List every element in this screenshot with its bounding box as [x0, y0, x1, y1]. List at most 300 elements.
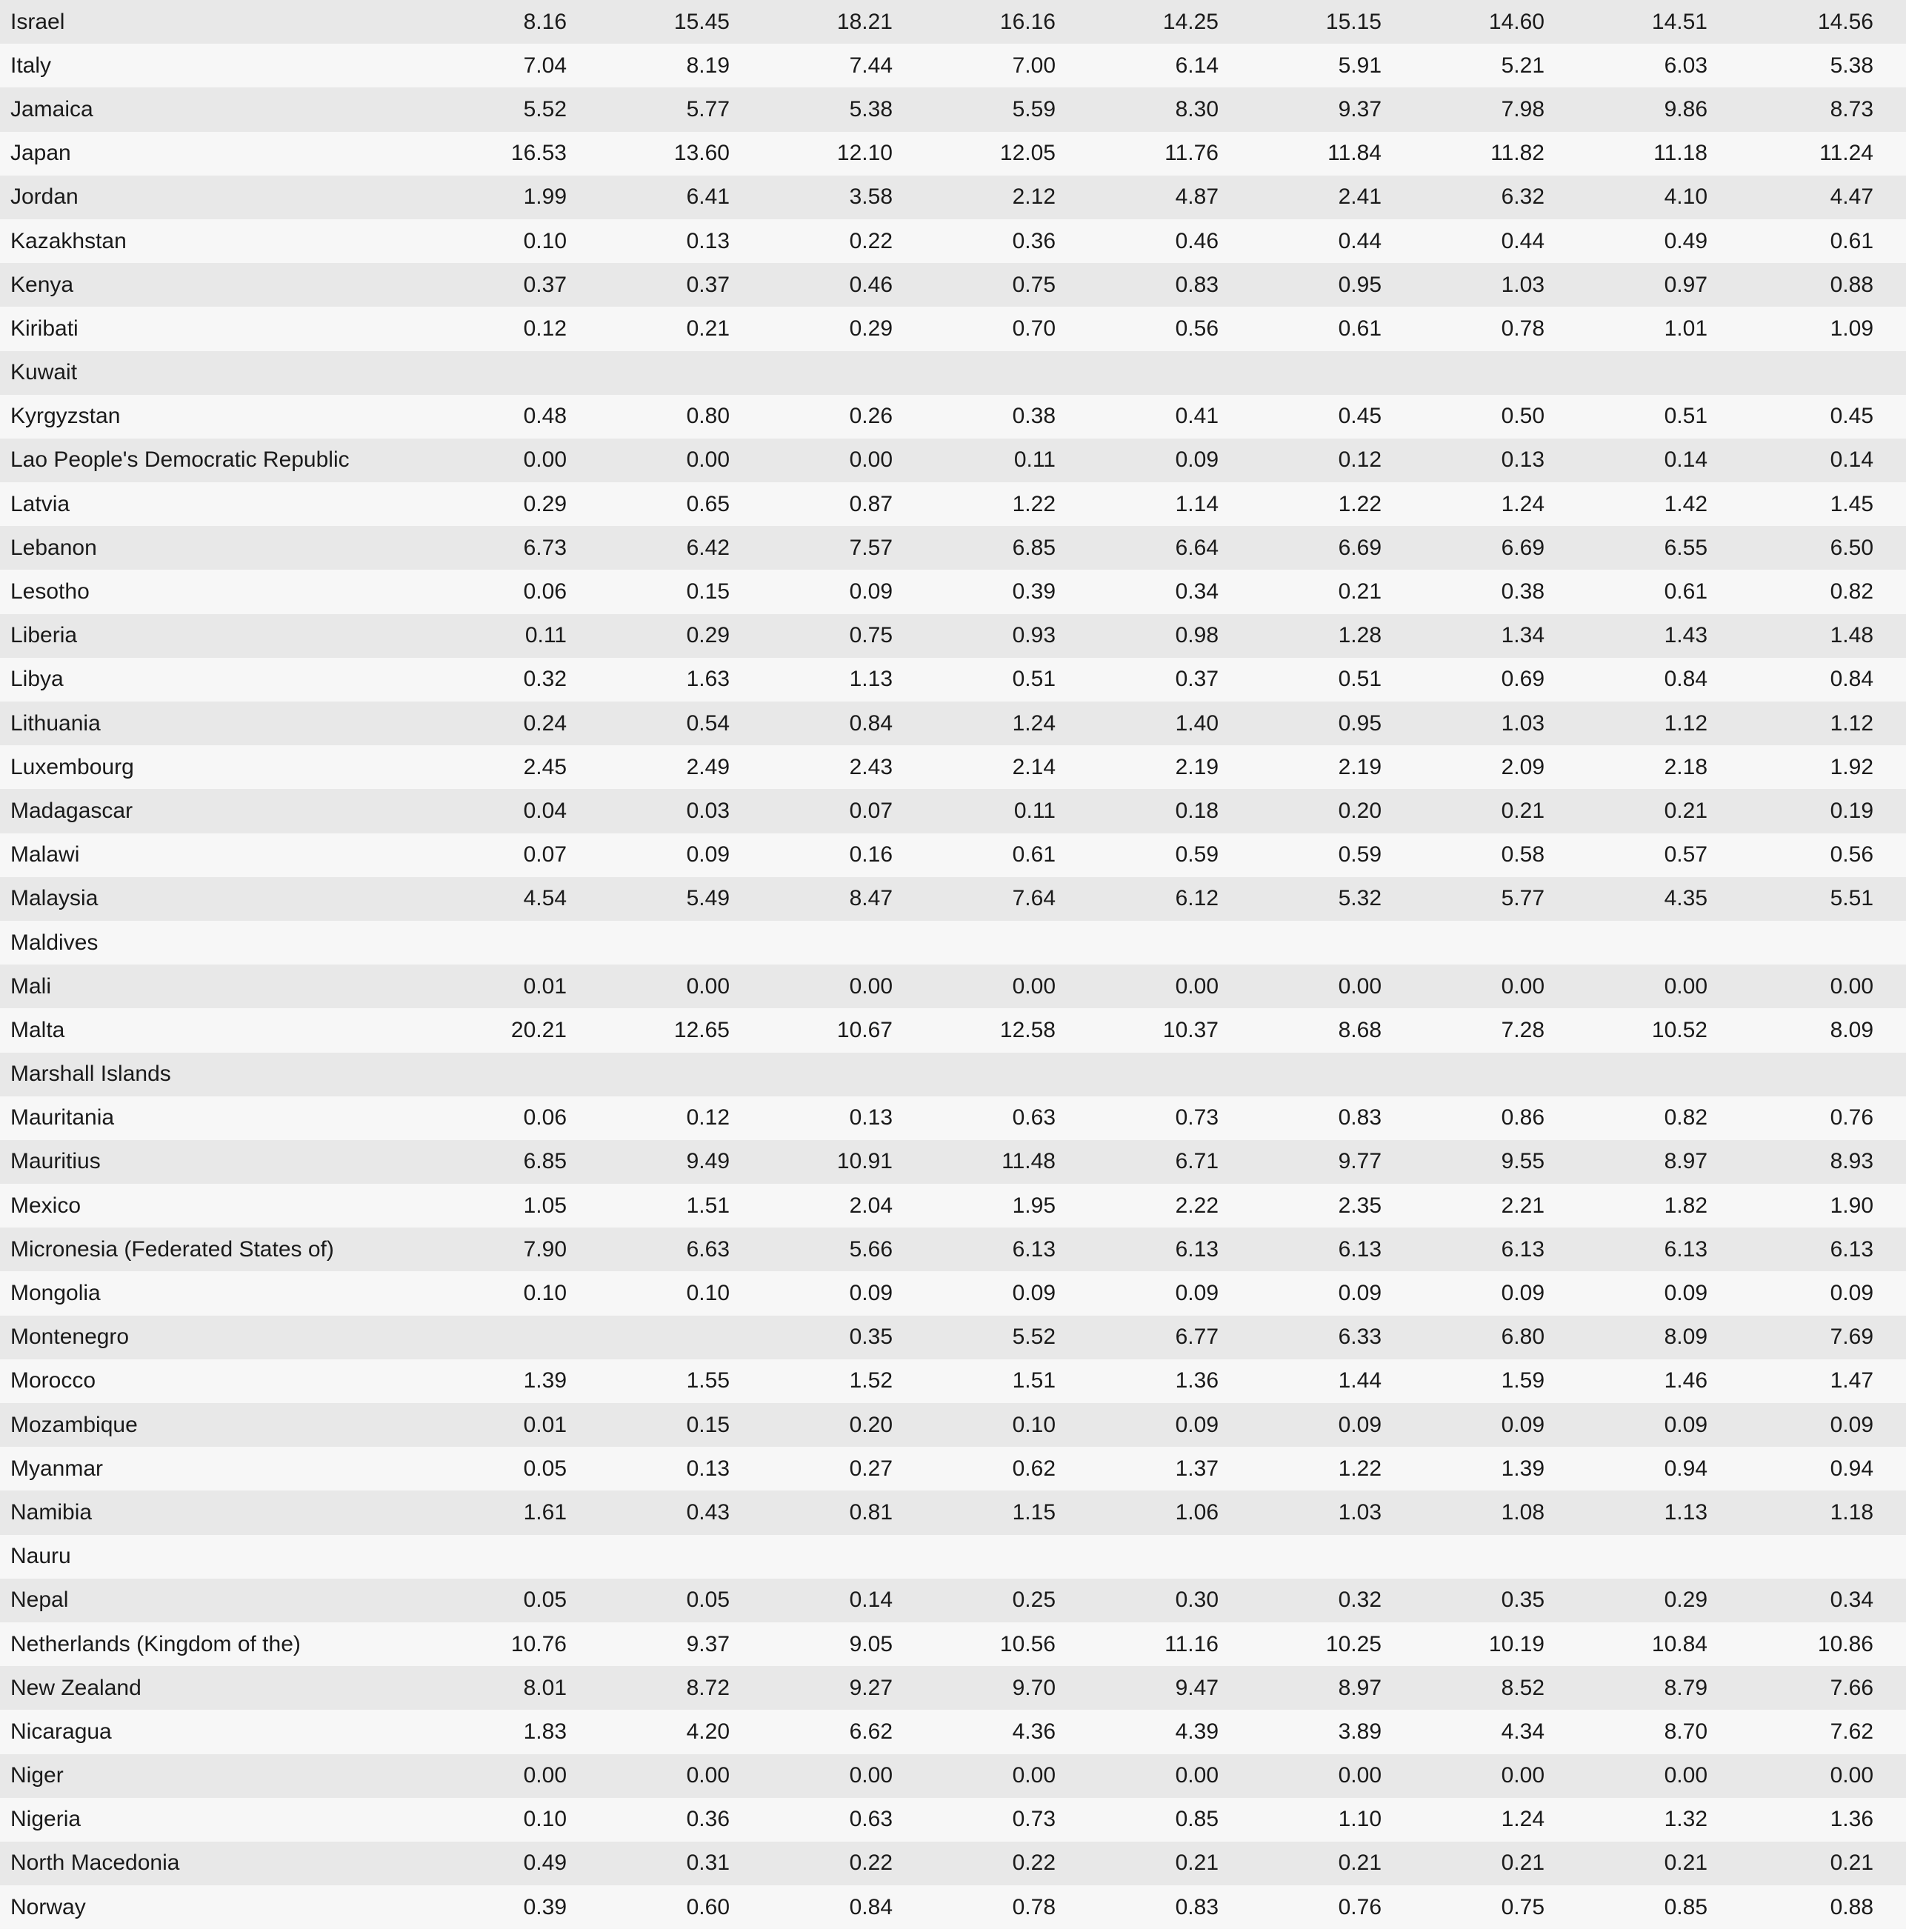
value-cell: 0.09: [1012, 1281, 1056, 1306]
value-cell: 0.00: [1830, 1763, 1873, 1788]
country-name-cell: Netherlands (Kingdom of the): [10, 1631, 301, 1656]
value-cell: 0.60: [686, 1894, 730, 1919]
value-cell: 1.01: [1664, 316, 1707, 341]
value-cell: 0.85: [1175, 1807, 1219, 1832]
value-cell: 0.10: [686, 1281, 730, 1306]
value-cell: 7.28: [1501, 1017, 1545, 1042]
value-cell: [1739, 351, 1906, 395]
value-cell: 4.39: [1175, 1719, 1219, 1744]
value-cell: 0.18: [1175, 798, 1219, 823]
value-cell: 9.77: [1338, 1149, 1382, 1174]
value-cell: 1.39: [1501, 1456, 1545, 1481]
value-cell: 0.61: [1338, 316, 1382, 341]
table-row: [0, 1403, 1906, 1447]
value-cell: 0.00: [686, 447, 730, 473]
value-cell: 8.16: [523, 9, 567, 34]
value-cell: 2.41: [1338, 184, 1382, 210]
value-cell: 0.83: [1175, 1894, 1219, 1919]
value-cell: 0.09: [1664, 1281, 1707, 1306]
value-cell: 8.93: [1830, 1149, 1873, 1174]
value-cell: 0.75: [1501, 1894, 1545, 1919]
value-cell: 0.73: [1012, 1807, 1056, 1832]
value-cell: 4.36: [1012, 1719, 1056, 1744]
country-name-cell: Mozambique: [10, 1412, 138, 1437]
value-cell: 5.38: [1830, 53, 1873, 78]
value-cell: 0.45: [1338, 404, 1382, 429]
value-cell: 0.76: [1830, 1105, 1873, 1130]
value-cell: 0.61: [1012, 842, 1056, 867]
value-cell: 0.70: [1012, 316, 1056, 341]
value-cell: 0.56: [1830, 842, 1873, 867]
value-cell: 10.84: [1651, 1631, 1707, 1656]
value-cell: 0.00: [1664, 1763, 1707, 1788]
value-cell: 0.78: [1012, 1894, 1056, 1919]
value-cell: 1.37: [1175, 1456, 1219, 1481]
value-cell: 14.60: [1488, 9, 1545, 34]
table-row: [0, 1666, 1906, 1710]
table-row: [0, 219, 1906, 263]
value-cell: [1087, 1535, 1250, 1579]
value-cell: 0.35: [849, 1325, 893, 1350]
value-cell: 0.01: [523, 973, 567, 999]
value-cell: 5.77: [1501, 886, 1545, 911]
country-name-cell: Mauritania: [10, 1105, 115, 1130]
value-cell: 6.13: [1175, 1236, 1219, 1262]
table-row: [0, 570, 1906, 613]
value-cell: 0.81: [849, 1499, 893, 1525]
value-cell: 0.95: [1338, 272, 1382, 297]
country-name-cell: Liberia: [10, 623, 78, 648]
value-cell: 0.13: [1501, 447, 1545, 473]
value-cell: 0.14: [1664, 447, 1707, 473]
value-cell: 1.15: [1012, 1499, 1056, 1525]
value-cell: 1.92: [1830, 754, 1873, 779]
value-cell: 10.86: [1817, 1631, 1873, 1656]
value-cell: 1.46: [1664, 1368, 1707, 1393]
table-row: [0, 789, 1906, 833]
value-cell: 0.57: [1664, 842, 1707, 867]
country-name-cell: Montenegro: [10, 1325, 130, 1350]
value-cell: 0.97: [1664, 272, 1707, 297]
value-cell: 1.28: [1338, 623, 1382, 648]
country-name-cell: Mexico: [10, 1193, 81, 1218]
value-cell: 0.27: [849, 1456, 893, 1481]
value-cell: 1.14: [1175, 491, 1219, 516]
value-cell: 0.32: [523, 667, 567, 692]
value-cell: 8.30: [1175, 96, 1219, 121]
value-cell: 6.13: [1501, 1236, 1545, 1262]
value-cell: 7.00: [1012, 53, 1056, 78]
country-name-cell: Mali: [10, 973, 52, 999]
value-cell: 0.16: [849, 842, 893, 867]
value-cell: 1.06: [1175, 1499, 1219, 1525]
value-cell: 0.51: [1012, 667, 1056, 692]
value-cell: 0.22: [849, 228, 893, 253]
value-cell: 0.34: [1830, 1588, 1873, 1613]
value-cell: 0.94: [1664, 1456, 1707, 1481]
value-cell: 1.51: [686, 1193, 730, 1218]
value-cell: 1.45: [1830, 491, 1873, 516]
value-cell: 0.32: [1338, 1588, 1382, 1613]
value-cell: 9.05: [849, 1631, 893, 1656]
value-cell: [1087, 921, 1250, 965]
value-cell: 0.15: [686, 1412, 730, 1437]
value-cell: 0.29: [849, 316, 893, 341]
table-row: [0, 1754, 1906, 1798]
value-cell: 0.06: [523, 579, 567, 604]
value-cell: [761, 921, 924, 965]
value-cell: 2.35: [1338, 1193, 1382, 1218]
value-cell: 0.75: [1012, 272, 1056, 297]
value-cell: 0.00: [1175, 1763, 1219, 1788]
value-cell: 9.49: [686, 1149, 730, 1174]
country-name-cell: Lithuania: [10, 710, 101, 736]
table-row: [0, 1798, 1906, 1842]
value-cell: 1.48: [1830, 623, 1873, 648]
value-cell: 0.22: [849, 1851, 893, 1876]
value-cell: 0.05: [686, 1588, 730, 1613]
value-cell: 6.55: [1664, 535, 1707, 560]
value-cell: 18.21: [836, 9, 893, 34]
value-cell: 0.13: [686, 228, 730, 253]
value-cell: 1.12: [1664, 710, 1707, 736]
value-cell: 4.87: [1175, 184, 1219, 210]
table-row: [0, 1359, 1906, 1403]
value-cell: 6.77: [1175, 1325, 1219, 1350]
table-row: [0, 965, 1906, 1008]
value-cell: 9.37: [1338, 96, 1382, 121]
value-cell: 0.13: [686, 1456, 730, 1481]
value-cell: 0.75: [849, 623, 893, 648]
value-cell: 0.09: [1175, 1412, 1219, 1437]
table-row: [0, 614, 1906, 658]
value-cell: 0.80: [686, 404, 730, 429]
value-cell: 11.48: [1002, 1149, 1056, 1174]
value-cell: 10.52: [1651, 1017, 1707, 1042]
value-cell: 0.88: [1830, 1894, 1873, 1919]
country-name-cell: Italy: [10, 53, 52, 78]
value-cell: [924, 1053, 1087, 1096]
value-cell: 1.24: [1501, 491, 1545, 516]
value-cell: 10.25: [1325, 1631, 1382, 1656]
country-name-cell: Kiribati: [10, 316, 79, 341]
value-cell: 2.14: [1012, 754, 1056, 779]
value-cell: [1576, 1535, 1739, 1579]
value-cell: 0.09: [1501, 1281, 1545, 1306]
table-row: [0, 1447, 1906, 1490]
table-row: [0, 1228, 1906, 1271]
value-cell: 6.41: [686, 184, 730, 210]
value-cell: 0.21: [686, 316, 730, 341]
value-cell: 0.29: [523, 491, 567, 516]
value-cell: 1.36: [1175, 1368, 1219, 1393]
table-row: [0, 1008, 1906, 1052]
value-cell: 7.98: [1501, 96, 1545, 121]
country-name-cell: North Macedonia: [10, 1851, 180, 1876]
value-cell: 5.91: [1338, 53, 1382, 78]
country-name-cell: Norway: [10, 1894, 86, 1919]
table-row: [0, 1053, 1906, 1096]
value-cell: 1.03: [1501, 272, 1545, 297]
value-cell: 1.39: [523, 1368, 567, 1393]
value-cell: 1.59: [1501, 1368, 1545, 1393]
value-cell: 0.09: [686, 842, 730, 867]
value-cell: 1.43: [1664, 623, 1707, 648]
table-row: [0, 351, 1906, 395]
table-row: [0, 132, 1906, 176]
value-cell: 0.11: [1013, 447, 1056, 473]
table-row: [0, 307, 1906, 350]
table-row: [0, 0, 1906, 44]
value-cell: 4.20: [686, 1719, 730, 1744]
value-cell: 8.72: [686, 1675, 730, 1700]
value-cell: 11.76: [1164, 141, 1219, 166]
value-cell: 11.16: [1164, 1631, 1219, 1656]
value-cell: 8.79: [1664, 1675, 1707, 1700]
country-name-cell: New Zealand: [10, 1675, 141, 1700]
value-cell: 5.21: [1501, 53, 1545, 78]
value-cell: 0.87: [849, 491, 893, 516]
value-cell: 6.12: [1175, 886, 1219, 911]
value-cell: 8.70: [1664, 1719, 1707, 1744]
value-cell: 0.58: [1501, 842, 1545, 867]
value-cell: 0.39: [523, 1894, 567, 1919]
value-cell: 0.61: [1664, 579, 1707, 604]
value-cell: 0.76: [1338, 1894, 1382, 1919]
value-cell: [598, 921, 761, 965]
value-cell: 0.20: [849, 1412, 893, 1437]
value-cell: 8.97: [1338, 1675, 1382, 1700]
value-cell: 6.63: [686, 1236, 730, 1262]
value-cell: 6.14: [1175, 53, 1219, 78]
value-cell: 1.03: [1501, 710, 1545, 736]
value-cell: [1576, 1053, 1739, 1096]
value-cell: 0.48: [523, 404, 567, 429]
value-cell: 0.43: [686, 1499, 730, 1525]
value-cell: 16.16: [999, 9, 1056, 34]
value-cell: 0.73: [1175, 1105, 1219, 1130]
value-cell: 0.00: [849, 1763, 893, 1788]
value-cell: [1413, 351, 1576, 395]
value-cell: 1.90: [1830, 1193, 1873, 1218]
country-name-cell: Maldives: [10, 930, 99, 955]
value-cell: 0.62: [1012, 1456, 1056, 1481]
value-cell: 14.56: [1817, 9, 1873, 34]
country-name-cell: Lebanon: [10, 535, 97, 560]
value-cell: 12.05: [999, 141, 1056, 166]
value-cell: 6.64: [1175, 535, 1219, 560]
value-cell: 0.78: [1501, 316, 1545, 341]
value-cell: 2.19: [1338, 754, 1382, 779]
country-name-cell: Lesotho: [10, 579, 90, 604]
value-cell: 0.49: [1664, 228, 1707, 253]
value-cell: 1.08: [1501, 1499, 1545, 1525]
value-cell: 0.09: [1501, 1412, 1545, 1437]
value-cell: 0.00: [1501, 1763, 1545, 1788]
value-cell: 0.20: [1338, 798, 1382, 823]
value-cell: 6.69: [1501, 535, 1545, 560]
value-cell: 4.54: [523, 886, 567, 911]
value-cell: 4.10: [1664, 184, 1707, 210]
table-row: [0, 44, 1906, 87]
value-cell: [598, 1316, 761, 1359]
value-cell: 0.03: [686, 798, 730, 823]
value-cell: 1.13: [1664, 1499, 1707, 1525]
value-cell: 2.04: [849, 1193, 893, 1218]
value-cell: 0.00: [1664, 973, 1707, 999]
value-cell: [924, 921, 1087, 965]
value-cell: 0.13: [849, 1105, 893, 1130]
value-cell: 0.59: [1175, 842, 1219, 867]
value-cell: 11.18: [1653, 141, 1707, 166]
value-cell: 6.03: [1664, 53, 1707, 78]
value-cell: [1250, 1053, 1413, 1096]
value-cell: 0.29: [1664, 1588, 1707, 1613]
table-row: [0, 1271, 1906, 1315]
value-cell: 11.24: [1819, 141, 1873, 166]
value-cell: 0.22: [1012, 1851, 1056, 1876]
value-cell: 1.09: [1830, 316, 1873, 341]
value-cell: [435, 1535, 598, 1579]
value-cell: 1.52: [849, 1368, 893, 1393]
value-cell: 4.34: [1501, 1719, 1545, 1744]
value-cell: 12.58: [999, 1017, 1056, 1042]
value-cell: [1739, 1535, 1906, 1579]
value-cell: 0.21: [1175, 1851, 1219, 1876]
value-cell: 0.05: [523, 1456, 567, 1481]
value-cell: 0.83: [1338, 1105, 1382, 1130]
table-row: [0, 658, 1906, 702]
value-cell: 0.95: [1338, 710, 1382, 736]
value-cell: 0.10: [523, 1807, 567, 1832]
value-cell: 6.13: [1664, 1236, 1707, 1262]
value-cell: 0.36: [1012, 228, 1056, 253]
value-cell: 0.09: [1338, 1412, 1382, 1437]
value-cell: 1.13: [849, 667, 893, 692]
value-cell: 3.89: [1338, 1719, 1382, 1744]
value-cell: 0.11: [524, 623, 567, 648]
value-cell: 2.09: [1501, 754, 1545, 779]
value-cell: 7.90: [523, 1236, 567, 1262]
value-cell: 0.21: [1501, 798, 1545, 823]
value-cell: 8.09: [1830, 1017, 1873, 1042]
value-cell: [1413, 921, 1576, 965]
country-name-cell: Jamaica: [10, 96, 93, 121]
value-cell: 0.21: [1830, 1851, 1873, 1876]
value-cell: 1.51: [1012, 1368, 1056, 1393]
value-cell: 0.04: [523, 798, 567, 823]
value-cell: [435, 1053, 598, 1096]
value-cell: [1250, 351, 1413, 395]
value-cell: 0.59: [1338, 842, 1382, 867]
value-cell: 1.42: [1664, 491, 1707, 516]
value-cell: [1250, 1535, 1413, 1579]
value-cell: 0.09: [849, 1281, 893, 1306]
value-cell: 0.38: [1012, 404, 1056, 429]
table-row: [0, 1710, 1906, 1753]
value-cell: 6.42: [686, 535, 730, 560]
value-cell: 6.62: [849, 1719, 893, 1744]
value-cell: 0.31: [686, 1851, 730, 1876]
value-cell: 1.03: [1338, 1499, 1382, 1525]
value-cell: 0.09: [1830, 1412, 1873, 1437]
country-name-cell: Micronesia (Federated States of): [10, 1236, 334, 1262]
table-row: [0, 1885, 1906, 1929]
value-cell: 10.37: [1162, 1017, 1219, 1042]
value-cell: 15.45: [673, 9, 730, 34]
value-cell: 0.00: [523, 1763, 567, 1788]
value-cell: 0.09: [1830, 1281, 1873, 1306]
value-cell: 2.49: [686, 754, 730, 779]
value-cell: 0.84: [849, 710, 893, 736]
table-row: [0, 1184, 1906, 1228]
value-cell: 3.58: [849, 184, 893, 210]
value-cell: 6.85: [523, 1149, 567, 1174]
value-cell: 9.86: [1664, 96, 1707, 121]
value-cell: 1.22: [1338, 1456, 1382, 1481]
country-name-cell: Namibia: [10, 1499, 93, 1525]
value-cell: 1.82: [1664, 1193, 1707, 1218]
value-cell: [761, 1535, 924, 1579]
value-cell: 0.93: [1012, 623, 1056, 648]
value-cell: 0.98: [1175, 623, 1219, 648]
value-cell: 0.00: [849, 447, 893, 473]
value-cell: 1.61: [523, 1499, 567, 1525]
value-cell: 7.66: [1830, 1675, 1873, 1700]
value-cell: 1.22: [1338, 491, 1382, 516]
value-cell: [924, 351, 1087, 395]
table-row: [0, 1490, 1906, 1534]
value-cell: 5.32: [1338, 886, 1382, 911]
value-cell: 6.33: [1338, 1325, 1382, 1350]
value-cell: [1087, 351, 1250, 395]
value-cell: [598, 1053, 761, 1096]
value-cell: 7.69: [1830, 1325, 1873, 1350]
value-cell: 6.71: [1175, 1149, 1219, 1174]
value-cell: 2.22: [1175, 1193, 1219, 1218]
value-cell: 5.49: [686, 886, 730, 911]
country-name-cell: Latvia: [10, 491, 70, 516]
value-cell: 6.13: [1338, 1236, 1382, 1262]
value-cell: [435, 921, 598, 965]
value-cell: 4.35: [1664, 886, 1707, 911]
value-cell: 0.82: [1664, 1105, 1707, 1130]
value-cell: 0.21: [1664, 1851, 1707, 1876]
value-cell: [598, 351, 761, 395]
value-cell: 6.85: [1012, 535, 1056, 560]
value-cell: 0.56: [1175, 316, 1219, 341]
table-row: [0, 87, 1906, 131]
value-cell: 0.29: [686, 623, 730, 648]
value-cell: 1.10: [1338, 1807, 1382, 1832]
country-name-cell: Kyrgyzstan: [10, 404, 121, 429]
value-cell: 2.12: [1012, 184, 1056, 210]
value-cell: 0.88: [1830, 272, 1873, 297]
value-cell: 0.39: [1012, 579, 1056, 604]
value-cell: 2.21: [1501, 1193, 1545, 1218]
table-row: [0, 877, 1906, 921]
value-cell: [435, 1316, 598, 1359]
value-cell: 8.01: [523, 1675, 567, 1700]
country-name-cell: Libya: [10, 667, 64, 692]
value-cell: 0.86: [1501, 1105, 1545, 1130]
country-name-cell: Mongolia: [10, 1281, 101, 1306]
value-cell: 0.00: [686, 1763, 730, 1788]
value-cell: 0.00: [686, 973, 730, 999]
value-cell: 2.19: [1175, 754, 1219, 779]
country-name-cell: Madagascar: [10, 798, 133, 823]
value-cell: 7.62: [1830, 1719, 1873, 1744]
